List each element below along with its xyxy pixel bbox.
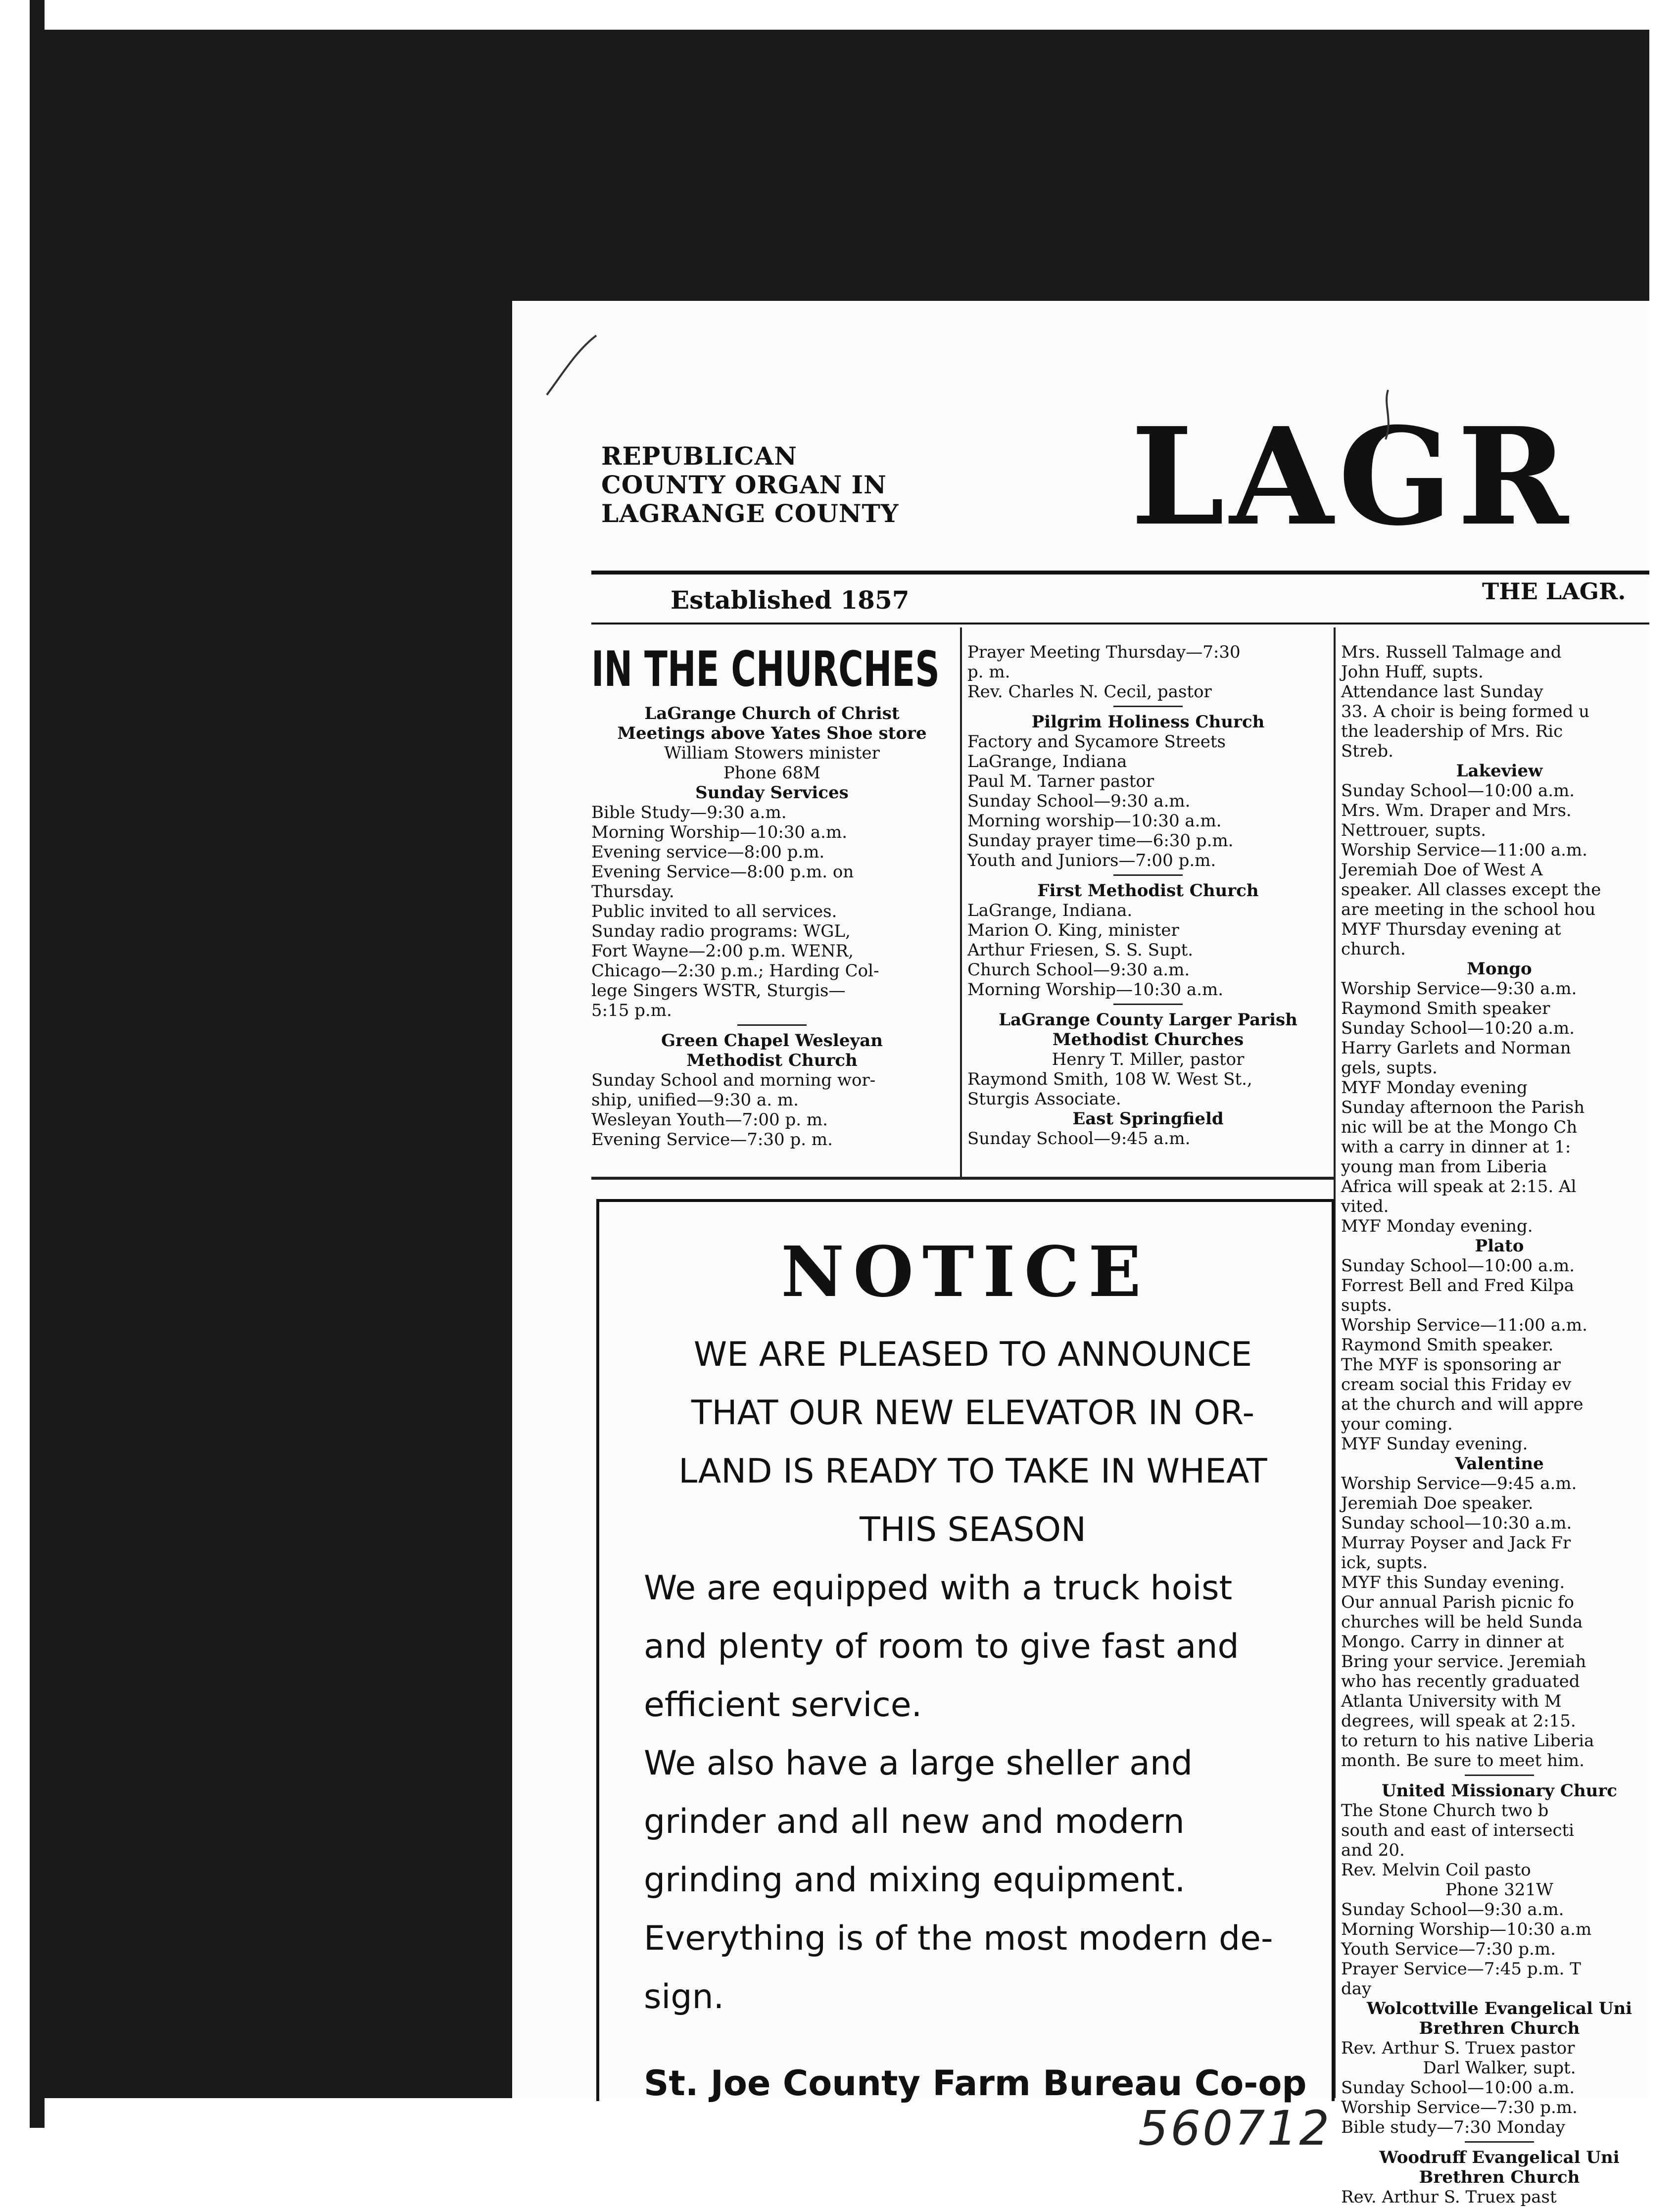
listing-line: 33. A choir is being formed u	[1341, 702, 1590, 721]
notice-line: grinding and mixing equipment.	[644, 1861, 1186, 1900]
listing-line: Sunday School—9:30 a.m.	[1341, 1900, 1564, 1919]
listing-line: ick, supts.	[1341, 1553, 1428, 1573]
listing-line: The Stone Church two b	[1341, 1801, 1549, 1821]
organ-line: LAGRANGE COUNTY	[601, 499, 899, 528]
listing-line: degrees, will speak at 2:15.	[1341, 1711, 1576, 1731]
listing-line: Sunday radio programs: WGL,	[591, 921, 851, 941]
notice-line: Everything is of the most modern de-	[644, 1919, 1273, 1958]
listing-line: 5:15 p.m.	[591, 1001, 672, 1020]
listing-line: nic will be at the Mongo Ch	[1341, 1117, 1578, 1137]
listing-line: Morning Worship—10:30 a.m.	[591, 822, 848, 842]
listing-line: Prayer Service—7:45 p.m. T	[1341, 1959, 1581, 1979]
church-heading: Wolcottville Evangelical Uni	[1366, 1999, 1632, 2018]
churches-column-2	[967, 642, 1329, 1149]
listing-line: Streb.	[1341, 741, 1393, 761]
handwritten-catalog-number: 560712	[1138, 2101, 1332, 2156]
masthead-subrule	[591, 623, 1649, 624]
church-heading: Brethren Church	[1419, 2018, 1580, 2038]
church-heading: First Methodist Church	[1037, 881, 1259, 901]
listing-line: Forrest Bell and Fred Kilpa	[1341, 1276, 1574, 1295]
column-separator	[1465, 2141, 1534, 2143]
listing-line: who has recently graduated	[1341, 1672, 1580, 1691]
listing-line: MYF Thursday evening at	[1341, 919, 1561, 939]
listing-line: gels, supts.	[1341, 1058, 1438, 1078]
listing-line: young man from Liberia	[1341, 1157, 1547, 1177]
listing-line: Sunday School and morning wor-	[591, 1070, 876, 1090]
pen-mark	[542, 331, 601, 400]
listing-line: Evening Service—8:00 p.m. on	[591, 862, 854, 882]
section-rule	[591, 1177, 1334, 1180]
listing-line: your coming.	[1341, 1414, 1453, 1434]
notice-line: grinder and all new and modern	[644, 1802, 1185, 1841]
listing-line: William Stowers minister	[664, 743, 880, 763]
listing-line: Worship Service—11:00 a.m.	[1341, 1315, 1587, 1335]
listing-line: Attendance last Sunday	[1341, 682, 1543, 702]
listing-line: the leadership of Mrs. Ric	[1341, 721, 1563, 741]
church-heading: Meetings above Yates Shoe store	[617, 723, 927, 743]
listing-line: Africa will speak at 2:15. Al	[1341, 1177, 1577, 1197]
listing-line: and 20.	[1341, 1840, 1405, 1860]
notice-advertisement	[596, 1199, 1335, 2104]
church-heading: LaGrange County Larger Parish	[999, 1010, 1297, 1030]
listing-line: Atlanta University with M	[1341, 1691, 1562, 1711]
column-separator	[737, 1024, 807, 1026]
listing-line: Sunday School—10:00 a.m.	[1341, 781, 1575, 801]
listing-line: Sunday afternoon the Parish	[1341, 1098, 1585, 1117]
notice-line: efficient service.	[644, 1685, 922, 1725]
listing-line: Worship Service—9:30 a.m.	[1341, 979, 1577, 999]
notice-line: WE ARE PLEASED TO ANNOUNCE	[693, 1335, 1252, 1374]
listing-line: Sunday School—10:00 a.m.	[1341, 1256, 1575, 1276]
church-heading: Methodist Church	[686, 1051, 858, 1070]
scan-background-top	[133, 30, 1649, 301]
listing-line: with a carry in dinner at 1:	[1341, 1137, 1571, 1157]
listing-line: Marion O. King, minister	[967, 920, 1179, 940]
listing-line: Raymond Smith, 108 W. West St.,	[967, 1069, 1252, 1089]
listing-line: Arthur Friesen, S. S. Supt.	[967, 940, 1194, 960]
listing-line: Morning worship—10:30 a.m.	[967, 811, 1222, 831]
listing-line: ship, unified—9:30 a. m.	[591, 1090, 799, 1110]
column-separator	[1113, 1004, 1183, 1005]
listing-line: south and east of intersecti	[1341, 1821, 1575, 1840]
listing-line: MYF this Sunday evening.	[1341, 1573, 1565, 1592]
listing-line: Sturgis Associate.	[967, 1089, 1121, 1109]
masthead-rule	[591, 571, 1649, 575]
masthead-tagline: THE LAGR.	[1482, 578, 1626, 605]
listing-line: p. m.	[967, 662, 1010, 682]
listing-line: Bible Study—9:30 a.m.	[591, 803, 787, 822]
churches-column-1	[591, 642, 953, 1150]
listing-line: at the church and will appre	[1341, 1394, 1584, 1414]
notice-line: and plenty of room to give fast and	[644, 1627, 1239, 1666]
column-separator	[1113, 874, 1183, 876]
church-heading: United Missionary Churc	[1381, 1781, 1618, 1801]
church-heading: Pilgrim Holiness Church	[1031, 712, 1265, 732]
listing-line: MYF Monday evening.	[1341, 1216, 1533, 1236]
listing-line: Worship Service—11:00 a.m.	[1341, 840, 1587, 860]
listing-line: LaGrange, Indiana.	[967, 901, 1133, 920]
listing-line: Chicago—2:30 p.m.; Harding Col-	[591, 961, 879, 981]
listing-line: Factory and Sycamore Streets	[967, 732, 1226, 752]
church-heading: Plato	[1475, 1236, 1524, 1256]
listing-line: vited.	[1341, 1197, 1389, 1216]
listing-line: Our annual Parish picnic fo	[1341, 1592, 1575, 1612]
column-divider	[960, 627, 962, 1177]
listing-line: supts.	[1341, 1295, 1392, 1315]
listing-line: Evening service—8:00 p.m.	[591, 842, 825, 862]
listing-line: Henry T. Miller, pastor	[1052, 1050, 1245, 1069]
listing-line: Raymond Smith speaker	[1341, 999, 1550, 1018]
listing-line: MYF Monday evening	[1341, 1078, 1528, 1098]
notice-line: sign.	[644, 1977, 724, 2016]
notice-line: We are equipped with a truck hoist	[644, 1569, 1233, 1608]
listing-line: MYF Sunday evening.	[1341, 1434, 1528, 1454]
listing-line: month. Be sure to meet him.	[1341, 1751, 1584, 1771]
listing-line: Phone 68M	[723, 763, 821, 783]
listing-line: Worship Service—7:30 p.m.	[1341, 2098, 1578, 2117]
listing-line: Sunday School—9:30 a.m.	[967, 791, 1191, 811]
masthead-organ-label	[601, 442, 898, 528]
listing-line: Morning Worship—10:30 a.m	[1341, 1919, 1592, 1939]
notice-line: We also have a large sheller and	[644, 1744, 1193, 1783]
listing-line: Church School—9:30 a.m.	[967, 960, 1190, 980]
church-heading: Woodruff Evangelical Uni	[1379, 2148, 1620, 2167]
listing-line: Harry Garlets and Norman	[1341, 1038, 1571, 1058]
listing-line: church.	[1341, 939, 1406, 959]
listing-line: cream social this Friday ev	[1341, 1375, 1572, 1394]
listing-line: Sunday School—10:20 a.m.	[1341, 1018, 1575, 1038]
listing-line: churches will be held Sunda	[1341, 1612, 1583, 1632]
church-heading: Lakeview	[1456, 761, 1543, 781]
masthead-title: LAGR	[1131, 398, 1574, 555]
listing-line: Rev. Arthur S. Truex past	[1341, 2187, 1557, 2207]
organ-line: COUNTY ORGAN IN	[601, 470, 887, 499]
church-heading: Mongo	[1467, 959, 1532, 979]
listing-line: Morning Worship—10:30 a.m.	[967, 980, 1224, 1000]
column-separator	[1465, 1775, 1534, 1776]
listing-line: Rev. Arthur S. Truex pastor	[1341, 2038, 1575, 2058]
churches-column-3	[1341, 642, 1658, 2207]
listing-line: Youth Service—7:30 p.m.	[1341, 1939, 1556, 1959]
listing-line: Prayer Meeting Thursday—7:30	[967, 642, 1241, 662]
listing-line: Bible study—7:30 Monday	[1341, 2117, 1565, 2137]
listing-line: Darl Walker, supt.	[1423, 2058, 1576, 2078]
listing-line: Jeremiah Doe speaker.	[1341, 1493, 1534, 1513]
organ-line: REPUBLICAN	[601, 441, 797, 471]
notice-line: THIS SEASON	[860, 1510, 1086, 1549]
listing-line: Mongo. Carry in dinner at	[1341, 1632, 1564, 1652]
listing-line: Sunday School—10:00 a.m.	[1341, 2078, 1575, 2098]
listing-line: John Huff, supts.	[1341, 662, 1484, 682]
listing-line: Mrs. Russell Talmage and	[1341, 642, 1562, 662]
church-heading: Sunday Services	[695, 783, 849, 803]
notice-body	[644, 1326, 1302, 2026]
listing-line: lege Singers WSTR, Sturgis—	[591, 981, 846, 1001]
listing-line: Jeremiah Doe of West A	[1341, 860, 1543, 880]
listing-line: Paul M. Tarner pastor	[967, 771, 1154, 791]
church-heading: Brethren Church	[1419, 2167, 1580, 2187]
church-heading: Valentine	[1455, 1454, 1544, 1474]
listing-line: to return to his native Liberia	[1341, 1731, 1594, 1751]
notice-signature: St. Joe County Farm Bureau Co-op	[644, 2063, 1307, 2104]
scan-background-left	[30, 30, 512, 2098]
listing-line: Murray Poyser and Jack Fr	[1341, 1533, 1571, 1553]
listing-line: Rev. Melvin Coil pasto	[1341, 1860, 1531, 1880]
listing-line: Youth and Juniors—7:00 p.m.	[967, 851, 1216, 870]
listing-line: speaker. All classes except the	[1341, 880, 1601, 900]
listing-line: Rev. Charles N. Cecil, pastor	[967, 682, 1212, 702]
listing-line: Sunday school—10:30 a.m.	[1341, 1513, 1572, 1533]
church-heading: LaGrange Church of Christ	[644, 704, 900, 723]
listing-line: Nettrouer, supts.	[1341, 820, 1487, 840]
church-heading: Green Chapel Wesleyan	[661, 1031, 883, 1051]
listing-line: are meeting in the school hou	[1341, 900, 1596, 919]
listing-line: day	[1341, 1979, 1372, 1999]
church-heading: East Springfield	[1072, 1109, 1224, 1129]
listing-line: The MYF is sponsoring ar	[1341, 1355, 1561, 1375]
listing-line: LaGrange, Indiana	[967, 752, 1127, 771]
column-separator	[1113, 706, 1183, 707]
listing-line: Wesleyan Youth—7:00 p. m.	[591, 1110, 828, 1130]
churches-banner: IN THE CHURCHES	[591, 641, 940, 698]
notice-line: THAT OUR NEW ELEVATOR IN OR-	[691, 1393, 1255, 1433]
listing-line: Bring your service. Jeremiah	[1341, 1652, 1586, 1672]
listing-line: Evening Service—7:30 p. m.	[591, 1130, 833, 1150]
listing-line: Mrs. Wm. Draper and Mrs.	[1341, 801, 1572, 820]
listing-line: Sunday prayer time—6:30 p.m.	[967, 831, 1234, 851]
listing-line: Thursday.	[591, 882, 674, 902]
listing-line: Phone 321W	[1445, 1880, 1553, 1900]
listing-line: Public invited to all services.	[591, 902, 837, 921]
listing-line: Raymond Smith speaker.	[1341, 1335, 1554, 1355]
pen-mark	[1373, 385, 1403, 444]
listing-line: Worship Service—9:45 a.m.	[1341, 1474, 1577, 1493]
notice-line: LAND IS READY TO TAKE IN WHEAT	[678, 1452, 1267, 1491]
church-heading: Methodist Churches	[1052, 1030, 1244, 1050]
listing-line: Fort Wayne—2:00 p.m. WENR,	[591, 941, 854, 961]
established-date: Established 1857	[671, 585, 910, 615]
notice-title: NOTICE	[781, 1232, 1150, 1313]
listing-line: Sunday School—9:45 a.m.	[967, 1129, 1191, 1149]
